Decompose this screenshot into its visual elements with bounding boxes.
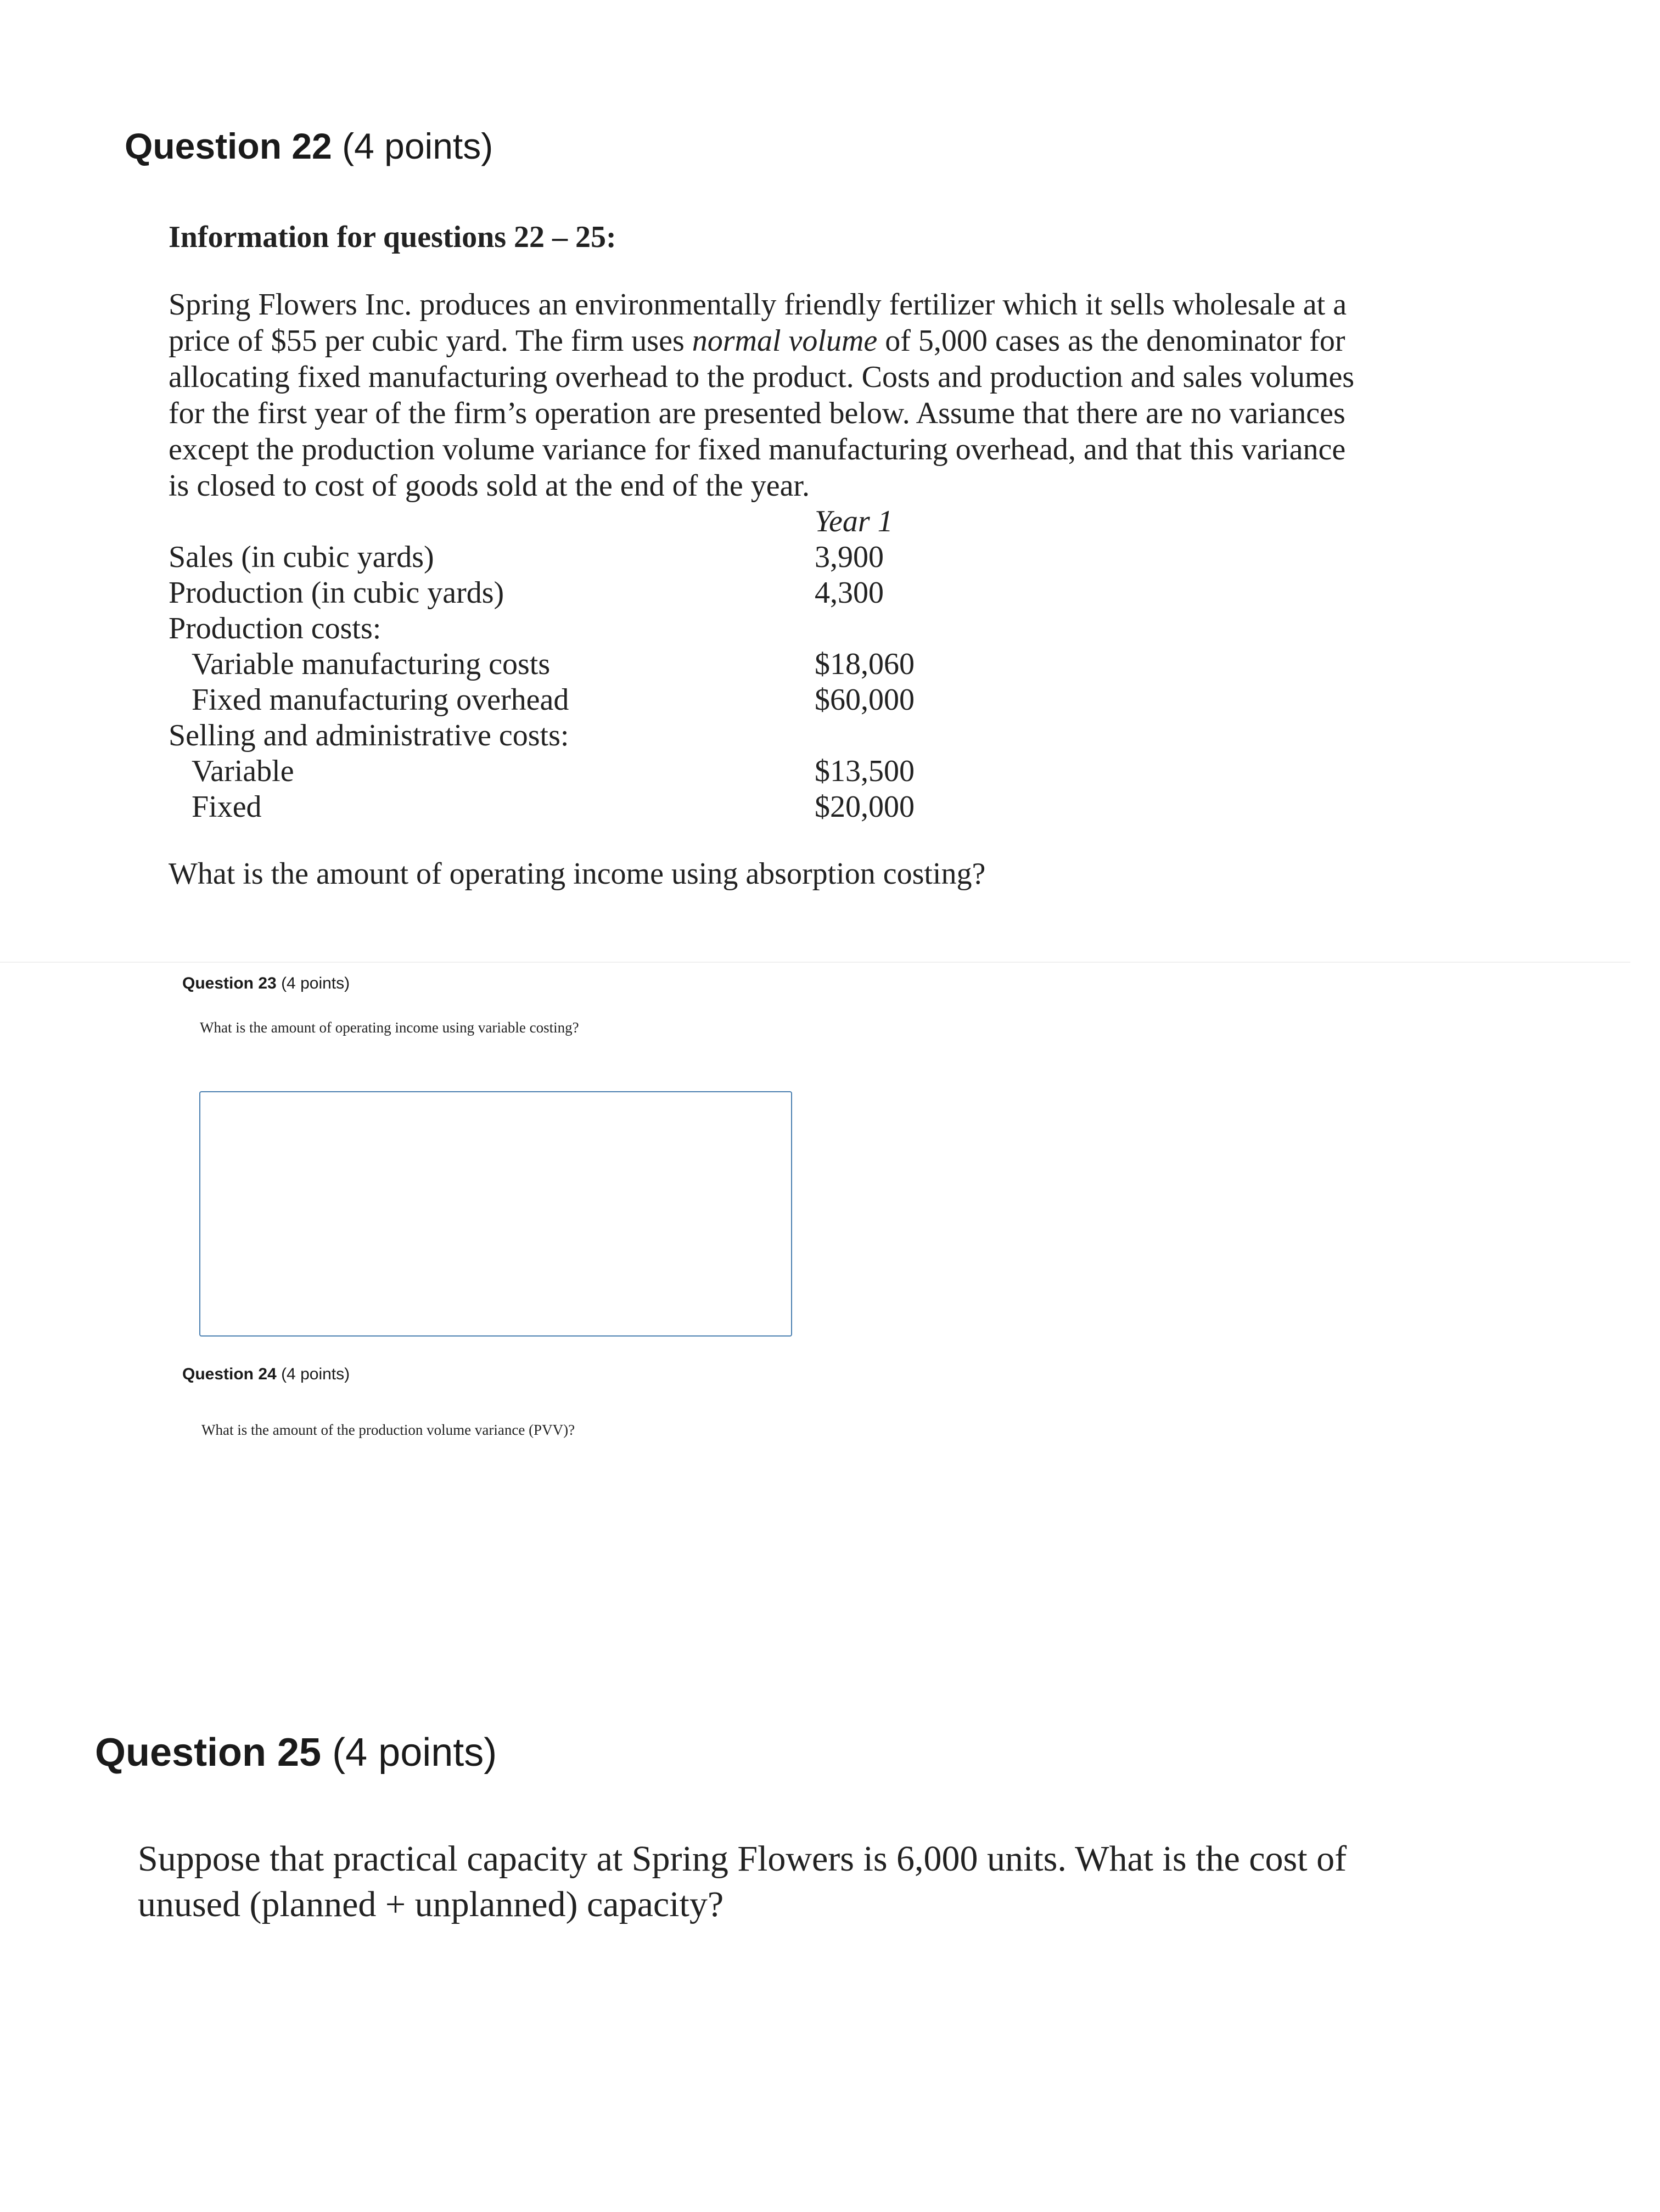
- table-row: [169, 647, 992, 682]
- question-22-prompt: What is the amount of operating income using absorption costing?: [169, 857, 986, 891]
- row-label: Sales (in cubic yards): [169, 540, 434, 574]
- table-row: [169, 789, 992, 825]
- table-row: [169, 754, 992, 789]
- question-22-heading: [125, 125, 493, 167]
- row-label: Fixed manufacturing overhead: [192, 683, 569, 717]
- row-value: 4,300: [815, 576, 884, 610]
- cost-table: [169, 504, 992, 825]
- row-value: $13,500: [815, 754, 915, 788]
- row-label: Variable: [192, 754, 294, 788]
- question-25-heading: [95, 1730, 497, 1775]
- table-row: [169, 611, 992, 647]
- row-value: 3,900: [815, 540, 884, 574]
- paragraph-line: for the first year of the firm’s operation are presented below. Assume that there are no variances: [169, 396, 1345, 430]
- paragraph-line-emphasis: normal volume: [692, 324, 878, 358]
- row-label: Production (in cubic yards): [169, 576, 504, 610]
- row-value: $60,000: [815, 683, 915, 717]
- row-value: $20,000: [815, 790, 915, 824]
- prompt-line: unused (planned + unplanned) capacity?: [138, 1884, 724, 1924]
- row-label: Variable manufacturing costs: [192, 647, 551, 681]
- question-23-prompt: What is the amount of operating income using variable costing?: [200, 1019, 579, 1036]
- paragraph-line: is closed to cost of goods sold at the end of the year.: [169, 469, 810, 503]
- question-25-number: Question 25: [95, 1731, 322, 1775]
- table-row: [169, 682, 992, 718]
- section-divider: [0, 962, 1630, 963]
- paragraph-line: except the production volume variance for fixed manufacturing overhead, and that this variance: [169, 433, 1346, 467]
- paragraph-line: [169, 323, 1382, 359]
- question-22-number: Question 22: [125, 126, 332, 166]
- question-24-heading: [182, 1365, 350, 1384]
- question-23-answer-field[interactable]: [199, 1091, 792, 1337]
- year-header: Year 1: [815, 504, 893, 538]
- question-22-points: (4 points): [342, 126, 493, 166]
- question-24-number: Question 24: [182, 1365, 277, 1383]
- question-23-number: Question 23: [182, 974, 277, 992]
- question-24-prompt: What is the amount of the production volume variance (PVV)?: [201, 1422, 575, 1438]
- question-23-heading: [182, 974, 350, 993]
- table-row: [169, 575, 992, 611]
- info-paragraph: [169, 287, 1382, 504]
- table-row: [169, 540, 992, 575]
- paragraph-line: allocating fixed manufacturing overhead to the product. Costs and production and sales volumes: [169, 360, 1355, 394]
- paragraph-line-part: of 5,000 cases as the denominator for: [877, 324, 1345, 358]
- question-25-points: (4 points): [332, 1731, 497, 1775]
- table-header-row: [169, 504, 992, 540]
- info-heading: Information for questions 22 – 25:: [169, 220, 616, 254]
- row-value: $18,060: [815, 647, 915, 681]
- prompt-line: Suppose that practical capacity at Spring Flowers is 6,000 units. What is the cost of: [138, 1839, 1347, 1879]
- table-row: [169, 718, 992, 754]
- question-23-points: (4 points): [281, 974, 350, 992]
- paragraph-line-part: price of $55 per cubic yard. The firm uses: [169, 324, 692, 358]
- row-label: Production costs:: [169, 611, 382, 645]
- question-24-points: (4 points): [281, 1365, 350, 1383]
- row-label: Selling and administrative costs:: [169, 718, 569, 753]
- question-25-prompt: [138, 1836, 1510, 1927]
- paragraph-line: Spring Flowers Inc. produces an environmentally friendly fertilizer which it sells wholesale at a: [169, 288, 1347, 322]
- row-label: Fixed: [192, 790, 262, 824]
